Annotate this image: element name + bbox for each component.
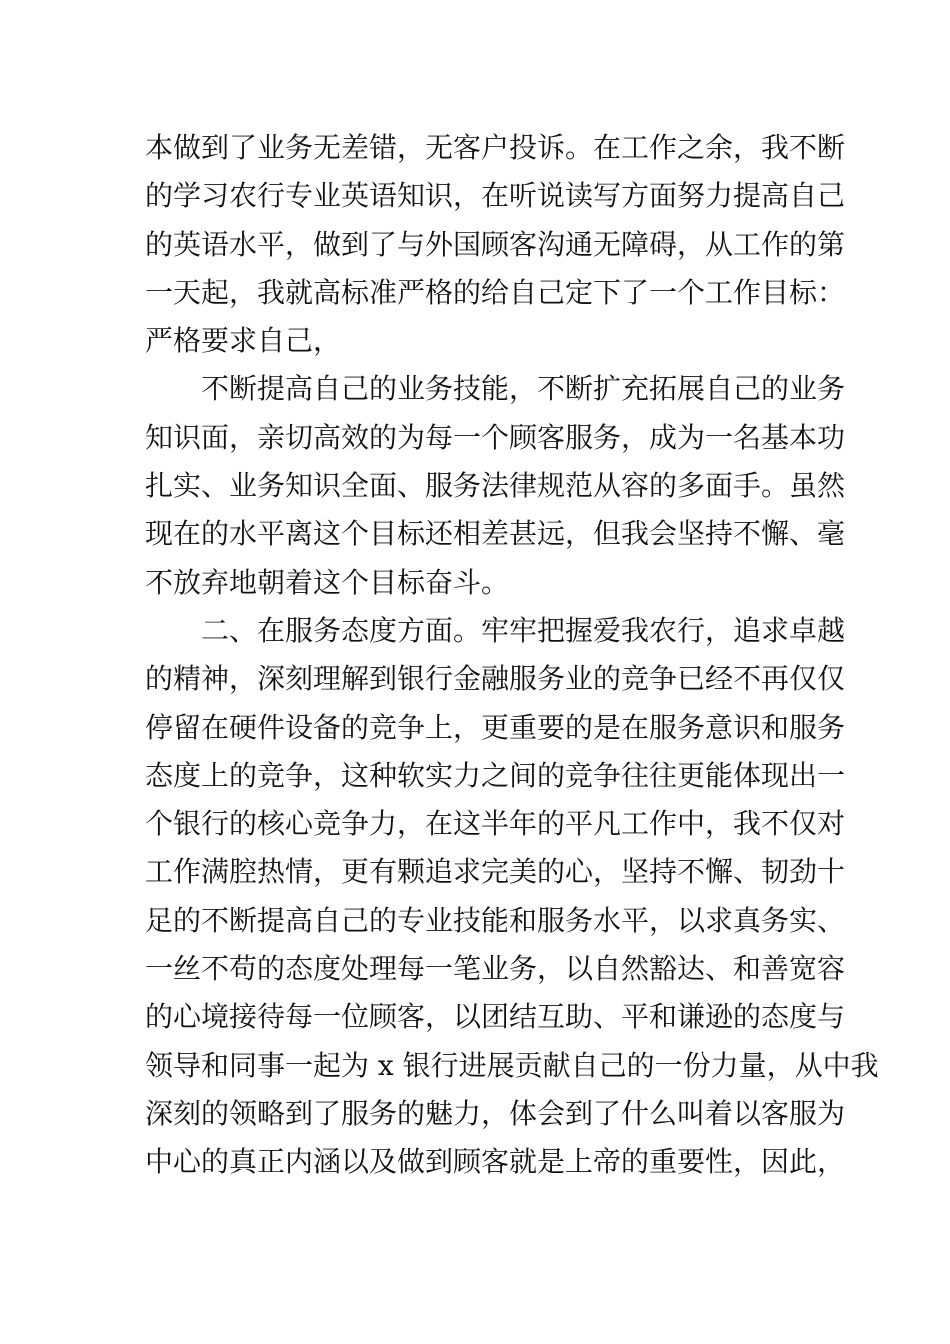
text-line: 一天起，我就高标准严格的给自己定下了一个工作目标： <box>145 275 846 309</box>
text-line: 个银行的核心竞争力，在这半年的平凡工作中，我不仅对 <box>145 807 846 841</box>
text-line: 中心的真正内涵以及做到顾客就是上帝的重要性，因此， <box>145 1145 846 1179</box>
text-line: 本做到了业务无差错，无客户投诉。在工作之余，我不断 <box>145 131 846 164</box>
text-line: 一丝不苟的态度处理每一笔业务，以自然豁达、和善宽容 <box>145 952 846 986</box>
text-line: 深刻的领略到了服务的魅力，体会到了什么叫着以客服为 <box>145 1096 846 1130</box>
paragraph-first-line: 不断提高自己的业务技能，不断扩充拓展自己的业务 <box>201 372 846 406</box>
text-line: 的精神，深刻理解到银行金融服务业的竞争已经不再仅仅 <box>145 662 846 696</box>
text-line: 现在的水平离这个目标还相差甚远，但我会坚持不懈、毫 <box>145 517 846 551</box>
text-line: 的英语水平，做到了与外国顾客沟通无障碍，从工作的第 <box>145 227 846 261</box>
text-line: 领导和同事一起为 x 银行进展贡献自己的一份力量，从中我 <box>145 1048 879 1082</box>
text-line: 不放弃地朝着这个目标奋斗。 <box>145 565 510 599</box>
document-body <box>145 124 879 1187</box>
text-line: 扎实、业务知识全面、服务法律规范从容的多面手。虽然 <box>145 469 846 503</box>
paragraph-first-line: 二、在服务态度方面。牢牢把握爱我农行，追求卓越 <box>201 613 846 647</box>
text-line: 停留在硬件设备的竞争上，更重要的是在服务意识和服务 <box>145 710 846 744</box>
text-line: 严格要求自己， <box>145 324 342 358</box>
text-line: 的心境接待每一位顾客，以团结互助、平和谦逊的态度与 <box>145 1000 846 1034</box>
text-line: 知识面，亲切高效的为每一个顾客服务，成为一名基本功 <box>145 420 846 454</box>
text-line: 足的不断提高自己的专业技能和服务水平，以求真务实、 <box>145 903 846 937</box>
text-line: 的学习农行专业英语知识，在听说读写方面努力提高自己 <box>145 179 846 213</box>
text-line: 态度上的竞争，这种软实力之间的竞争往往更能体现出一 <box>145 758 846 792</box>
text-line: 工作满腔热情，更有颗追求完美的心，坚持不懈、韧劲十 <box>145 855 846 889</box>
